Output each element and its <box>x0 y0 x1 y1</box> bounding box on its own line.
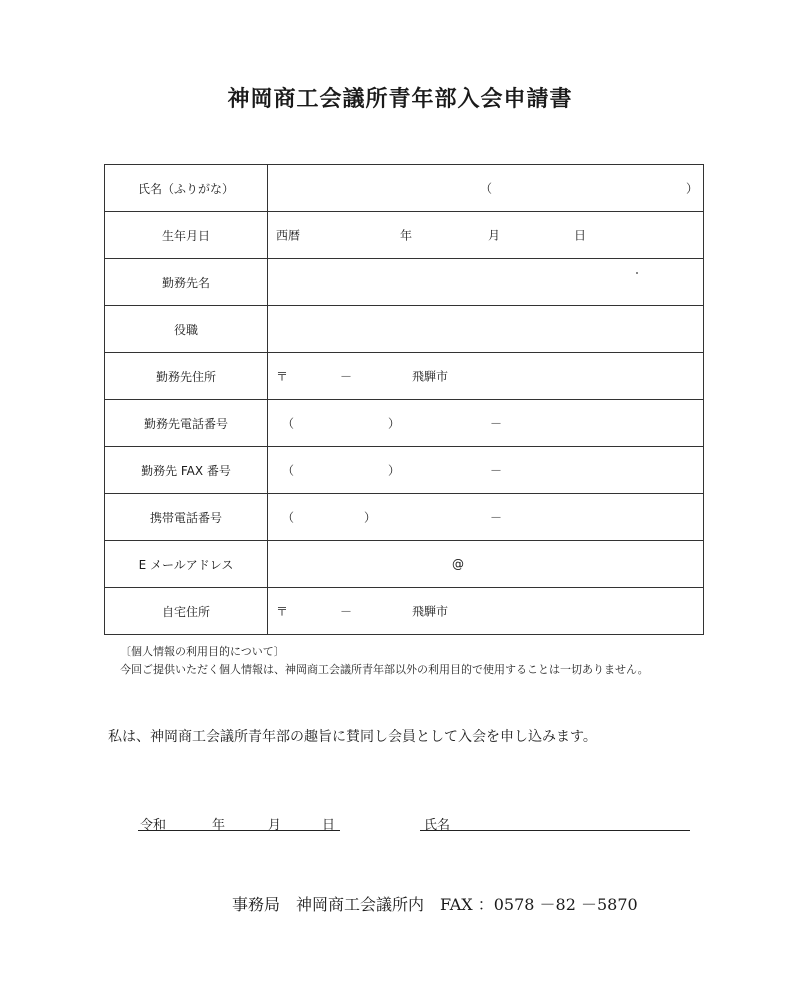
birthdate-year: 年 <box>400 228 413 243</box>
table-row <box>105 541 704 588</box>
table-row <box>105 259 704 306</box>
signature-day: 日 <box>322 818 336 833</box>
home-address-field[interactable] <box>268 588 704 635</box>
postal-dash: － <box>340 604 353 619</box>
work-phone-label: 勤務先電話番号 <box>105 400 268 447</box>
privacy-text: 今回ご提供いただく個人情報は、神岡商工会議所青年部以外の利用目的で使用することは一切ありません。 <box>120 663 649 676</box>
mobile-phone-field[interactable] <box>268 494 704 541</box>
number-dash: － <box>490 416 503 431</box>
table-row <box>105 212 704 259</box>
area-close-paren: ） <box>364 510 377 525</box>
form-title: 神岡商工会議所青年部入会申請書 <box>227 86 573 112</box>
scan-speck <box>636 272 638 274</box>
privacy-heading: 〔個人情報の利用目的について〕 <box>120 645 285 658</box>
area-close-paren: ） <box>388 416 401 431</box>
work-address-field[interactable] <box>268 353 704 400</box>
signature-month: 月 <box>268 818 282 833</box>
signature-era: 令和 <box>140 818 167 833</box>
area-open-paren: （ <box>282 416 295 431</box>
name-signature-line[interactable] <box>420 830 690 831</box>
birthdate-label: 生年月日 <box>105 212 268 259</box>
position-field[interactable] <box>268 306 704 353</box>
home-city: 飛騨市 <box>412 604 449 619</box>
postal-dash: － <box>340 369 353 384</box>
office-contact-footer: 事務局 神岡商工会議所内 FAX ：0578 －82 －5870 <box>232 895 638 914</box>
postal-mark: 〒 <box>276 604 289 619</box>
signature-year: 年 <box>212 818 226 833</box>
birthdate-era: 西暦 <box>276 228 301 243</box>
area-close-paren: ） <box>388 463 401 478</box>
declaration-text: 私は、神岡商工会議所青年部の趣旨に賛同し会員として入会を申し込みます。 <box>108 729 597 745</box>
name-field[interactable] <box>268 165 704 212</box>
number-dash: － <box>490 510 503 525</box>
home-address-label: 自宅住所 <box>105 588 268 635</box>
at-sign: @ <box>452 557 464 571</box>
table-row <box>105 494 704 541</box>
mobile-phone-label: 携帯電話番号 <box>105 494 268 541</box>
area-open-paren: （ <box>282 510 295 525</box>
area-open-paren: （ <box>282 463 295 478</box>
table-row <box>105 306 704 353</box>
name-label: 氏名（ふりがな） <box>105 165 268 212</box>
postal-mark: 〒 <box>276 369 289 384</box>
table-row <box>105 588 704 635</box>
table-row <box>105 447 704 494</box>
email-field[interactable] <box>268 541 704 588</box>
work-fax-label: 勤務先 FAX 番号 <box>105 447 268 494</box>
work-fax-field[interactable] <box>268 447 704 494</box>
birthdate-month: 月 <box>488 228 501 243</box>
position-label: 役職 <box>105 306 268 353</box>
employer-label: 勤務先名 <box>105 259 268 306</box>
number-dash: － <box>490 463 503 478</box>
table-row <box>105 353 704 400</box>
birthdate-field[interactable] <box>268 212 704 259</box>
signature-name-label: 氏名 <box>424 818 451 833</box>
employer-field[interactable] <box>268 259 704 306</box>
work-city: 飛騨市 <box>412 369 449 384</box>
work-address-label: 勤務先住所 <box>105 353 268 400</box>
furigana-open-paren: （ <box>480 181 493 196</box>
table-row <box>105 400 704 447</box>
furigana-close-paren: ） <box>686 181 699 196</box>
birthdate-day: 日 <box>574 228 587 243</box>
table-row <box>105 165 704 212</box>
work-phone-field[interactable] <box>268 400 704 447</box>
date-underline <box>138 830 340 831</box>
application-form-table <box>104 164 704 635</box>
email-label: E メールアドレス <box>105 541 268 588</box>
